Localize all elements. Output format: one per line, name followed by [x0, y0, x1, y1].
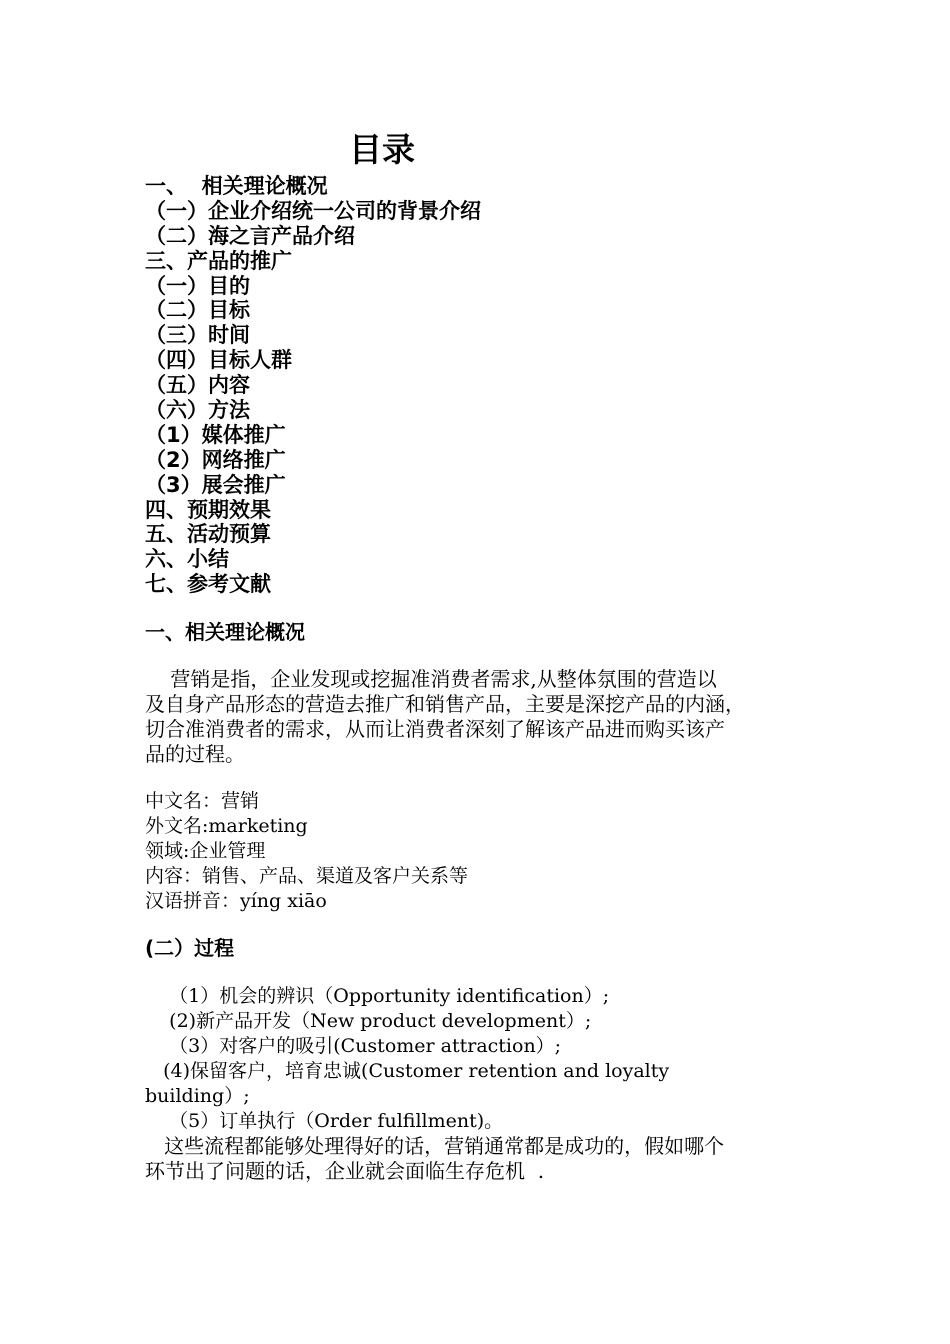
paragraph-line: 及自身产品形态的营造去推广和销售产品，主要是深挖产品的内涵，: [145, 692, 745, 716]
process-step: (4)保留客户，培育忠诚(Customer retention and loyalty: [145, 1060, 670, 1082]
toc-item: （3）展会推广: [145, 472, 286, 497]
toc-item: （四）目标人群: [145, 348, 292, 373]
marketing-definition-paragraph: [145, 667, 835, 767]
section-heading-theory: 一、相关理论概况: [145, 620, 305, 644]
closing-line: 环节出了问题的话，企业就会面临生存危机 .: [145, 1159, 545, 1183]
toc-item: （五）内容: [145, 373, 250, 398]
toc-item: （一）目的: [145, 273, 250, 298]
toc-item: （二）目标: [145, 298, 250, 323]
toc-item: （一）企业介绍统一公司的背景介绍: [145, 198, 481, 223]
paragraph-line: 品的过程。: [145, 742, 245, 766]
toc-item: （三）时间: [145, 323, 250, 348]
toc-title: 目录: [349, 130, 415, 169]
toc-item: （2）网络推广: [145, 447, 286, 472]
closing-line: 这些流程都能够处理得好的话，营销通常都是成功的，假如哪个: [145, 1134, 725, 1158]
info-chinese-name: 中文名：营销: [145, 790, 260, 812]
table-of-contents: [145, 174, 481, 597]
info-field: 领域:企业管理: [145, 840, 266, 862]
toc-item: 三、产品的推广: [145, 248, 292, 273]
toc-item: 五、活动预算: [145, 522, 271, 547]
toc-item: （六）方法: [145, 398, 250, 423]
info-pinyin: 汉语拼音：yíng xiāo: [145, 890, 327, 912]
toc-item: （1）媒体推广: [145, 422, 286, 447]
info-content: 内容：销售、产品、渠道及客户关系等: [145, 865, 469, 887]
section-heading-process: (二）过程: [145, 936, 235, 960]
toc-item: 七、参考文献: [145, 572, 271, 597]
toc-item: 一、 相关理论概况: [145, 174, 328, 198]
toc-item: 六、小结: [145, 547, 229, 572]
process-step: （3）对客户的吸引(Customer attraction）;: [145, 1035, 562, 1057]
marketing-info-list: [145, 789, 468, 914]
process-step: building）;: [145, 1085, 250, 1107]
process-step: （1）机会的辨识（Opportunity identification）;: [145, 985, 610, 1007]
info-foreign-name: 外文名:marketing: [145, 815, 308, 837]
toc-item: （二）海之言产品介绍: [145, 223, 355, 248]
process-steps-list: [145, 984, 724, 1184]
toc-item: 四、预期效果: [145, 497, 271, 522]
process-step: (2)新产品开发（New product development）;: [145, 1010, 592, 1032]
paragraph-line: 切合准消费者的需求，从而让消费者深刻了解该产品进而购买该产: [145, 717, 725, 741]
paragraph-line: 营销是指，企业发现或挖掘准消费者需求,从整体氛围的营造以: [145, 667, 717, 691]
process-step: （5）订单执行（Order fulfillment)。: [145, 1110, 504, 1132]
